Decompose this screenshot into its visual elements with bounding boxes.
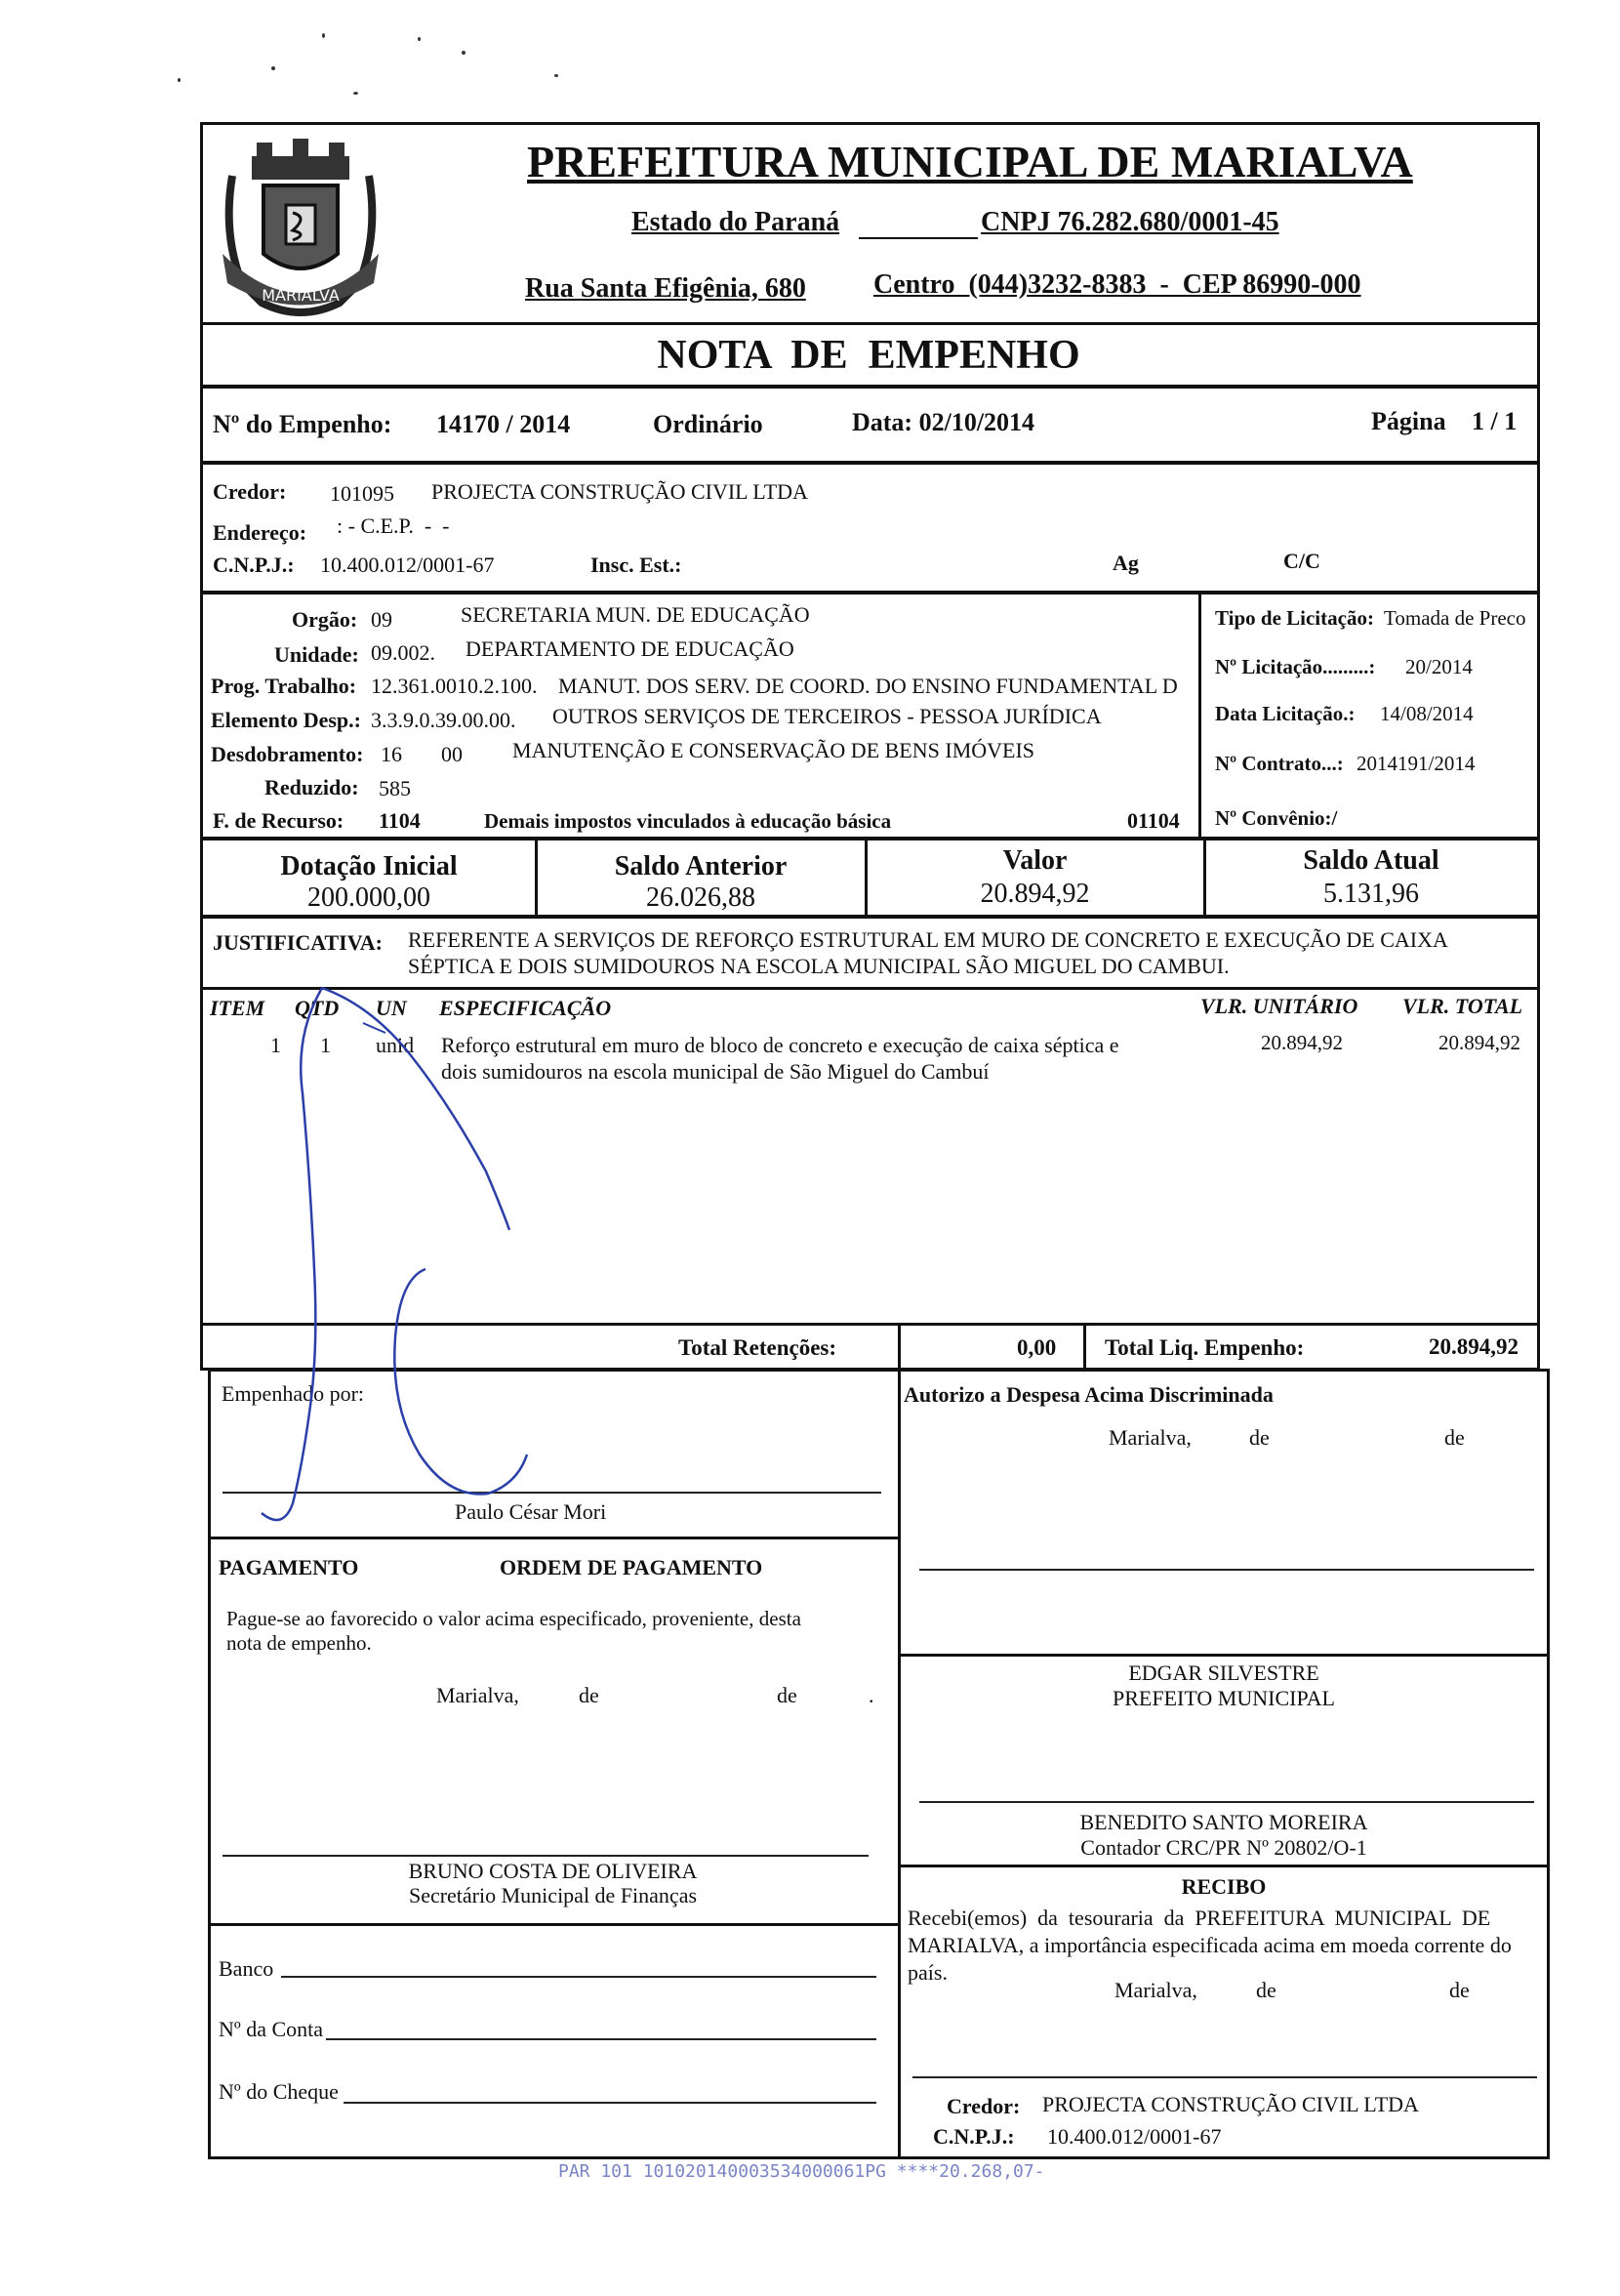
secretario-name: BRUNO COSTA DE OLIVEIRA [408,1859,698,1883]
licitacao-tipo-label: Tipo de Licitação: [1215,606,1374,630]
recibo-de-2: de [1449,1978,1470,2002]
page-label: Página [1371,407,1446,435]
recurso-label: F. de Recurso: [213,808,344,833]
row-total-value: 20.894,92 [1438,1031,1520,1054]
recibo-place: Marialva, [1114,1978,1197,2002]
saldo-anterior-label: Saldo Anterior [614,851,788,882]
banco-label: Banco [219,1956,274,1981]
justificativa-line-2: SÉPTICA E DOIS SUMIDOUROS NA ESCOLA MUNICIPAL SÃO MIGUEL DO CAMBUI. [408,954,1230,978]
credor-cc-label: C/C [1283,549,1320,573]
credor-address: : - C.E.P. - - [337,513,450,538]
row-un: unid [376,1033,415,1057]
recibo-title: RECIBO [1181,1874,1267,1899]
prog-name: MANUT. DOS SERV. DE COORD. DO ENSINO FUNDAMENTAL D [558,674,1178,698]
desdobramento-name: MANUTENÇÃO E CONSERVAÇÃO DE BENS IMÓVEIS [512,738,1035,762]
liq-empenho-label: Total Liq. Empenho: [1105,1335,1305,1360]
unidade-label: Unidade: [274,642,359,667]
unidade-code: 09.002. [371,640,435,665]
recurso-name: Demais impostos vinculados à educação básica [484,809,892,833]
pagamento-de-1: de [579,1683,599,1707]
prog-label: Prog. Trabalho: [211,674,357,698]
saldo-atual-label: Saldo Atual [1303,845,1439,876]
row-spec-line-1: Reforço estrutural em muro de bloco de concreto e execução de caixa séptica e [441,1033,1119,1057]
page-number: 1 / 1 [1472,407,1518,435]
pagamento-text-1: Pague-se ao favorecido o valor acima especificado, proveniente, desta [226,1607,801,1630]
empenho-number-label: Nº do Empenho: [213,410,392,438]
justificativa-line-1: REFERENTE A SERVIÇOS DE REFORÇO ESTRUTURAL EM MURO DE CONCRETO E EXECUÇÃO DE CAIXA [408,927,1448,952]
dotacao-inicial-value: 200.000,00 [307,882,430,913]
prefeito-name: EDGAR SILVESTRE [1128,1660,1319,1685]
row-item: 1 [270,1033,281,1057]
retencoes-value: 0,00 [1017,1335,1057,1360]
autorizo-de-2: de [1444,1425,1465,1450]
secretario-title: Secretário Municipal de Finanças [408,1883,698,1907]
credor-insc-label: Insc. Est.: [590,553,682,577]
recibo-text-3: país. [908,1960,948,1985]
empenho-type: Ordinário [653,410,763,438]
autorizo-place: Marialva, [1109,1425,1192,1450]
prefeito-title: PREFEITO MUNICIPAL [1113,1686,1335,1710]
header-district-phone-cep: Centro (044)3232-8383 - CEP 86990-000 [873,269,1361,300]
municipality-title: PREFEITURA MUNICIPAL DE MARIALVA [527,137,1413,186]
col-un-header: UN [376,996,407,1020]
saldo-atual-value: 5.131,96 [1323,879,1419,909]
convenio-label: Nº Convênio:/ [1215,806,1338,830]
state-name: Estado do Paraná [631,207,840,237]
empenho-number: 14170 / 2014 [436,410,571,438]
reduzido-label: Reduzido: [264,775,359,800]
desdobramento-label: Desdobramento: [211,742,364,766]
credor-name: PROJECTA CONSTRUÇÃO CIVIL LTDA [431,479,808,504]
row-qtd: 1 [320,1033,331,1057]
col-total-header: VLR. TOTAL [1402,994,1523,1018]
recurso-code: 1104 [379,808,421,833]
reduzido-value: 585 [379,776,411,800]
autorizo-de-1: de [1249,1425,1270,1450]
credor-label: Credor: [213,479,287,504]
col-item-header: ITEM [210,996,265,1020]
recurso-number: 01104 [1127,808,1180,833]
valor-label: Valor [1002,845,1068,876]
justificativa-label: JUSTIFICATIVA: [213,930,384,955]
conta-label: Nº da Conta [219,2017,324,2041]
credor-ag-label: Ag [1113,551,1139,575]
valor-value: 20.894,92 [980,879,1090,909]
bank-authentication-stamp: PAR 101 101020140003534000061PG ****20.268,07- [558,2161,1045,2182]
dotacao-inicial-label: Dotação Inicial [280,851,458,882]
contador-title: Contador CRC/PR Nº 20802/O-1 [1080,1835,1367,1860]
orgao-name: SECRETARIA MUN. DE EDUCAÇÃO [461,602,810,627]
recibo-cnpj-label: C.N.P.J.: [933,2124,1015,2149]
empenhado-por-label: Empenhado por: [222,1381,365,1406]
cheque-label: Nº do Cheque [219,2079,339,2104]
licitacao-num-label: Nº Licitação.........: [1215,655,1376,678]
licitacao-num: 20/2014 [1405,655,1473,678]
saldo-anterior-value: 26.026,88 [646,882,755,913]
pagamento-label: PAGAMENTO [219,1555,359,1579]
elemento-name: OUTROS SERVIÇOS DE TERCEIROS - PESSOA JURÍDICA [552,704,1102,728]
desdobramento-a: 16 [381,742,402,766]
recibo-credor-label: Credor: [947,2094,1021,2118]
retencoes-label: Total Retenções: [678,1335,837,1360]
elemento-code: 3.3.9.0.39.00.00. [371,708,516,732]
autorizo-label: Autorizo a Despesa Acima Discriminada [904,1382,1274,1407]
recibo-de-1: de [1256,1978,1276,2002]
licitacao-tipo: Tomada de Preco [1384,606,1526,630]
liq-empenho-value: 20.894,92 [1429,1334,1519,1359]
credor-cnpj: 10.400.012/0001-67 [320,553,495,577]
pagamento-de-2: de [777,1683,797,1707]
contrato-value: 2014191/2014 [1357,752,1476,775]
empenho-date: Data: 02/10/2014 [852,408,1035,436]
empenhado-name: Paulo César Mori [455,1499,607,1524]
pagamento-place: Marialva, [436,1683,519,1707]
credor-cnpj-label: C.N.P.J.: [213,553,295,577]
recibo-cnpj: 10.400.012/0001-67 [1047,2124,1222,2149]
col-spec-header: ESPECIFICAÇÃO [439,996,612,1020]
header-address: Rua Santa Efigênia, 680 [525,273,806,304]
prog-code: 12.361.0010.2.100. [371,674,538,698]
licitacao-data-label: Data Licitação.: [1215,702,1356,725]
licitacao-data: 14/08/2014 [1380,702,1474,725]
pagamento-period: . [869,1683,874,1707]
col-qtd-header: QTD [295,996,340,1020]
elemento-label: Elemento Desp.: [211,708,361,732]
header-cnpj: CNPJ 76.282.680/0001-45 [981,207,1279,237]
recibo-credor-name: PROJECTA CONSTRUÇÃO CIVIL LTDA [1042,2092,1419,2116]
row-spec-line-2: dois sumidouros na escola municipal de São Miguel do Cambuí [441,1059,990,1084]
orgao-code: 09 [371,607,392,632]
contrato-label: Nº Contrato...: [1215,752,1344,775]
pagamento-text-2: nota de empenho. [226,1631,372,1655]
credor-code: 101095 [330,481,394,506]
ordem-pagamento-label: ORDEM DE PAGAMENTO [500,1555,763,1579]
contador-name: BENEDITO SANTO MOREIRA [1079,1810,1368,1834]
row-unit-value: 20.894,92 [1261,1031,1343,1054]
desdobramento-b: 00 [441,742,463,766]
document-title: NOTA DE EMPENHO [657,333,1080,378]
recibo-text-1: Recebi(emos) da tesouraria da PREFEITURA MUNICIPAL DE [908,1906,1491,1930]
recibo-text-2: MARIALVA, a importância especificada acima em moeda corrente do [908,1933,1512,1957]
credor-address-label: Endereço: [213,520,307,545]
unidade-name: DEPARTAMENTO DE EDUCAÇÃO [466,636,794,661]
col-unit-header: VLR. UNITÁRIO [1200,994,1358,1018]
orgao-label: Orgão: [292,607,358,632]
seal-label: MARIALVA [262,286,340,305]
